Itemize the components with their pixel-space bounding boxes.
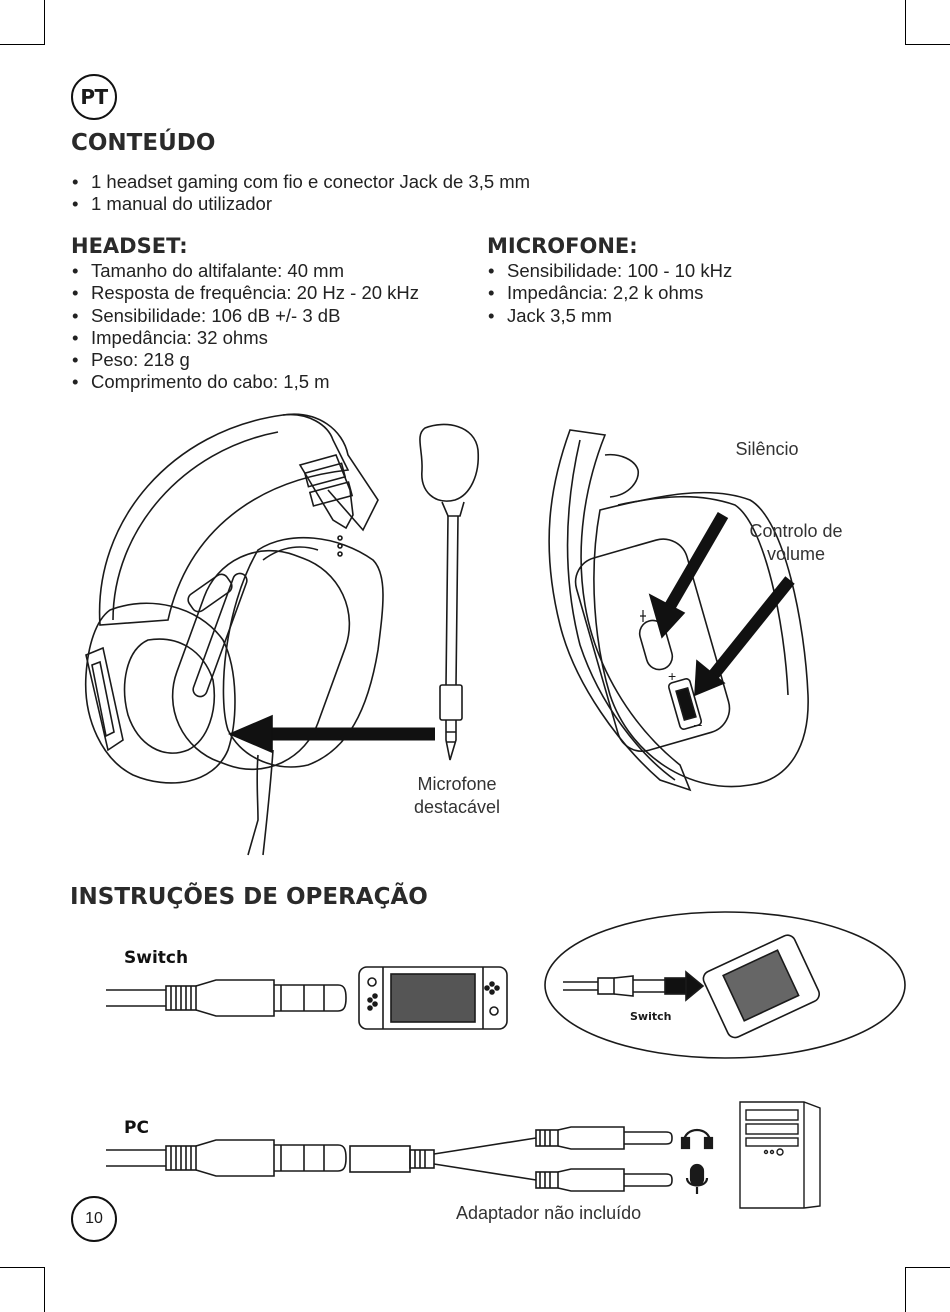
list-item: • Jack 3,5 mm [488,305,732,327]
volume-minus-sign: – [694,716,702,732]
adapter-note: Adaptador não incluído [456,1203,642,1223]
crop-mark [44,1267,45,1312]
detachable-microphone-illustration [220,420,510,765]
pc-adapter-illustration [106,1120,716,1200]
list-item: • 1 headset gaming com fio e conector Jack de 3,5 mm [72,171,530,193]
volume-control-label: Controlo de volume [749,521,843,564]
list-item: • Resposta de frequência: 20 Hz - 20 kHz [72,282,419,304]
list-item: • Tamanho do altifalante: 40 mm [72,260,419,282]
crop-mark [905,1267,950,1268]
contents-heading: CONTEÚDO [71,130,216,156]
crop-mark [0,1267,45,1268]
crop-mark [905,44,950,45]
switch-connection-inset [543,910,908,1060]
microphone-specs-list [488,260,732,327]
switch-label: Switch [124,948,189,968]
list-item: • Comprimento do cabo: 1,5 m [72,371,419,393]
mute-label: Silêncio [735,439,799,459]
crop-mark [0,44,45,45]
list-item: • Impedância: 2,2 k ohms [488,282,732,304]
pc-label: PC [124,1118,149,1138]
crop-mark [44,0,45,45]
list-item: • Sensibilidade: 106 dB +/- 3 dB [72,305,419,327]
list-item: • 1 manual do utilizador [72,193,530,215]
page-number: 10 [71,1196,117,1242]
list-item: • Peso: 218 g [72,349,419,371]
list-item: • Sensibilidade: 100 - 10 kHz [488,260,732,282]
headset-specs-list [72,260,419,394]
headphones-icon [680,1120,714,1196]
switch-inset-label: Switch [630,1010,672,1023]
microphone-heading: MICROFONE: [487,234,638,258]
nintendo-switch-icon [358,966,508,1030]
crop-mark [905,0,906,45]
volume-plus-sign: + [668,668,677,684]
language-badge: PT [71,74,117,120]
contents-list [72,171,530,216]
list-item: • Impedância: 32 ohms [72,327,419,349]
switch-jack-illustration [106,975,346,1021]
crop-mark [905,1267,906,1312]
earcup-controls-illustration [540,425,815,795]
detachable-mic-label: Microfone destacável [413,774,501,817]
desktop-tower-icon [736,1098,822,1210]
headset-heading: HEADSET: [71,234,188,258]
operation-heading: INSTRUÇÕES DE OPERAÇÃO [70,884,428,910]
